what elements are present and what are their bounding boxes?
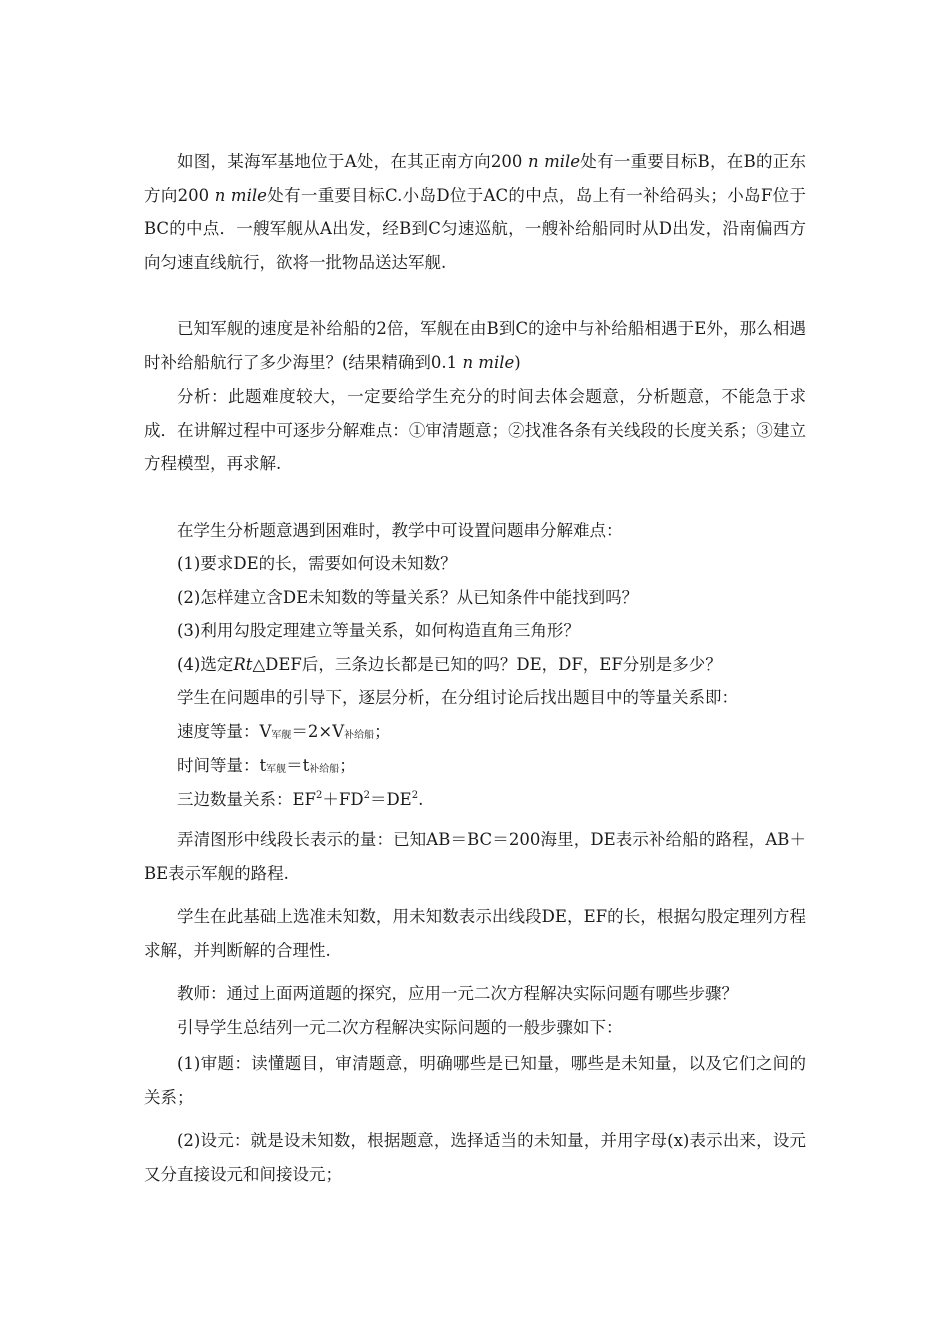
question-item-4	[144, 648, 806, 682]
speed-equation	[144, 715, 806, 752]
text-segment: 时间等量：t	[177, 756, 267, 775]
text-segment: △DEF后，三条边长都是已知的吗？DE，DF，EF分别是多少？	[252, 655, 722, 674]
superscript: 2	[411, 790, 419, 801]
text-segment: 三边数量关系：EF	[177, 790, 316, 809]
subscript: 军舰	[266, 764, 287, 775]
student-analysis-paragraph: 学生在问题串的引导下，逐层分析，在分组讨论后找出题目中的等量关系即：	[177, 688, 738, 707]
text-segment: .	[418, 790, 424, 809]
text-segment: ；	[339, 756, 356, 775]
text-segment: ＋FD	[322, 790, 364, 809]
text-segment: ；	[374, 722, 391, 741]
subscript: 补给船	[344, 730, 375, 741]
step-1: (1)审题：读懂题目，审清题意，明确哪些是已知量，哪些是未知量，以及它们之间的关系；	[144, 1054, 806, 1107]
text-segment: 速度等量：V	[177, 722, 272, 741]
time-equation	[144, 749, 806, 786]
text-segment: 处有一重要目标B，在B的正东方向200	[144, 152, 806, 205]
unit-text: n mile	[527, 152, 581, 171]
problem-paragraph	[144, 145, 806, 279]
summary-paragraph: 引导学生总结列一元二次方程解决实际问题的一般步骤如下：	[177, 1018, 623, 1037]
question-item-3: (3)利用勾股定理建立等量关系，如何构造直角三角形？	[177, 621, 580, 640]
question-item-2: (2)怎样建立含DE未知数的等量关系？从已知条件中能找到吗？	[177, 588, 639, 607]
text-segment: )	[514, 352, 521, 372]
rt-italic: Rt	[233, 655, 253, 674]
clarify-paragraph: 弄清图形中线段长表示的量：已知AB＝BC＝200海里，DE表示补给船的路程，AB＋BE表示军舰的路程.	[144, 830, 806, 883]
subscript: 补给船	[309, 764, 340, 775]
superscript: 2	[363, 790, 370, 801]
solve-paragraph: 学生在此基础上选准未知数，用未知数表示出线段DE，EF的长，根据勾股定理列方程求解，并判断解的合理性.	[144, 907, 806, 960]
text-segment: 处有一重要目标C.小岛D位于AC的中点，岛上有一补给码头；小岛F位于BC的中点．一艘军舰从A出发，经B到C匀速巡航，一艘补给船同时从D出发，沿南偏西方向匀速直线航行，欲将一批物品送达军舰.	[144, 185, 806, 272]
text-segment: 如图，某海军基地位于A处，在其正南方向200	[177, 152, 528, 171]
analysis-paragraph: 分析：此题难度较大，一定要给学生充分的时间去体会题意，分析题意，不能急于求成．在讲解过程中可逐步分解难点：①审清题意；②找准各条有关线段的长度关系；③建立方程模型，再求解.	[144, 387, 806, 473]
text-segment: ＝2×V	[291, 722, 345, 741]
text-segment: ＝t	[286, 756, 310, 775]
step-2: (2)设元：就是设未知数，根据题意，选择适当的未知量，并用字母(x)表示出来，设元又分直接设元和间接设元；	[144, 1131, 806, 1184]
teacher-paragraph: 教师：通过上面两道题的探究，应用一元二次方程解决实际问题有哪些步骤？	[177, 984, 738, 1003]
text-segment: 已知军舰的速度是补给船的2倍，军舰在由B到C的途中与补给船相遇于E外，那么相遇时补给船航行了多少海里？(结果精确到0.1	[144, 319, 806, 372]
superscript: 2	[316, 790, 323, 801]
triangle-equation	[144, 783, 806, 820]
unit-text: n mile	[214, 185, 267, 205]
text-segment: (4)选定	[177, 655, 234, 674]
question-item-1: (1)要求DE的长，需要如何设未知数？	[177, 554, 457, 573]
text-segment: ＝DE	[369, 790, 412, 809]
unit-text: n mile	[462, 352, 515, 372]
question-paragraph	[144, 312, 806, 379]
subscript: 军舰	[271, 730, 292, 741]
guidance-paragraph: 在学生分析题意遇到困难时，教学中可设置问题串分解难点：	[177, 521, 623, 540]
